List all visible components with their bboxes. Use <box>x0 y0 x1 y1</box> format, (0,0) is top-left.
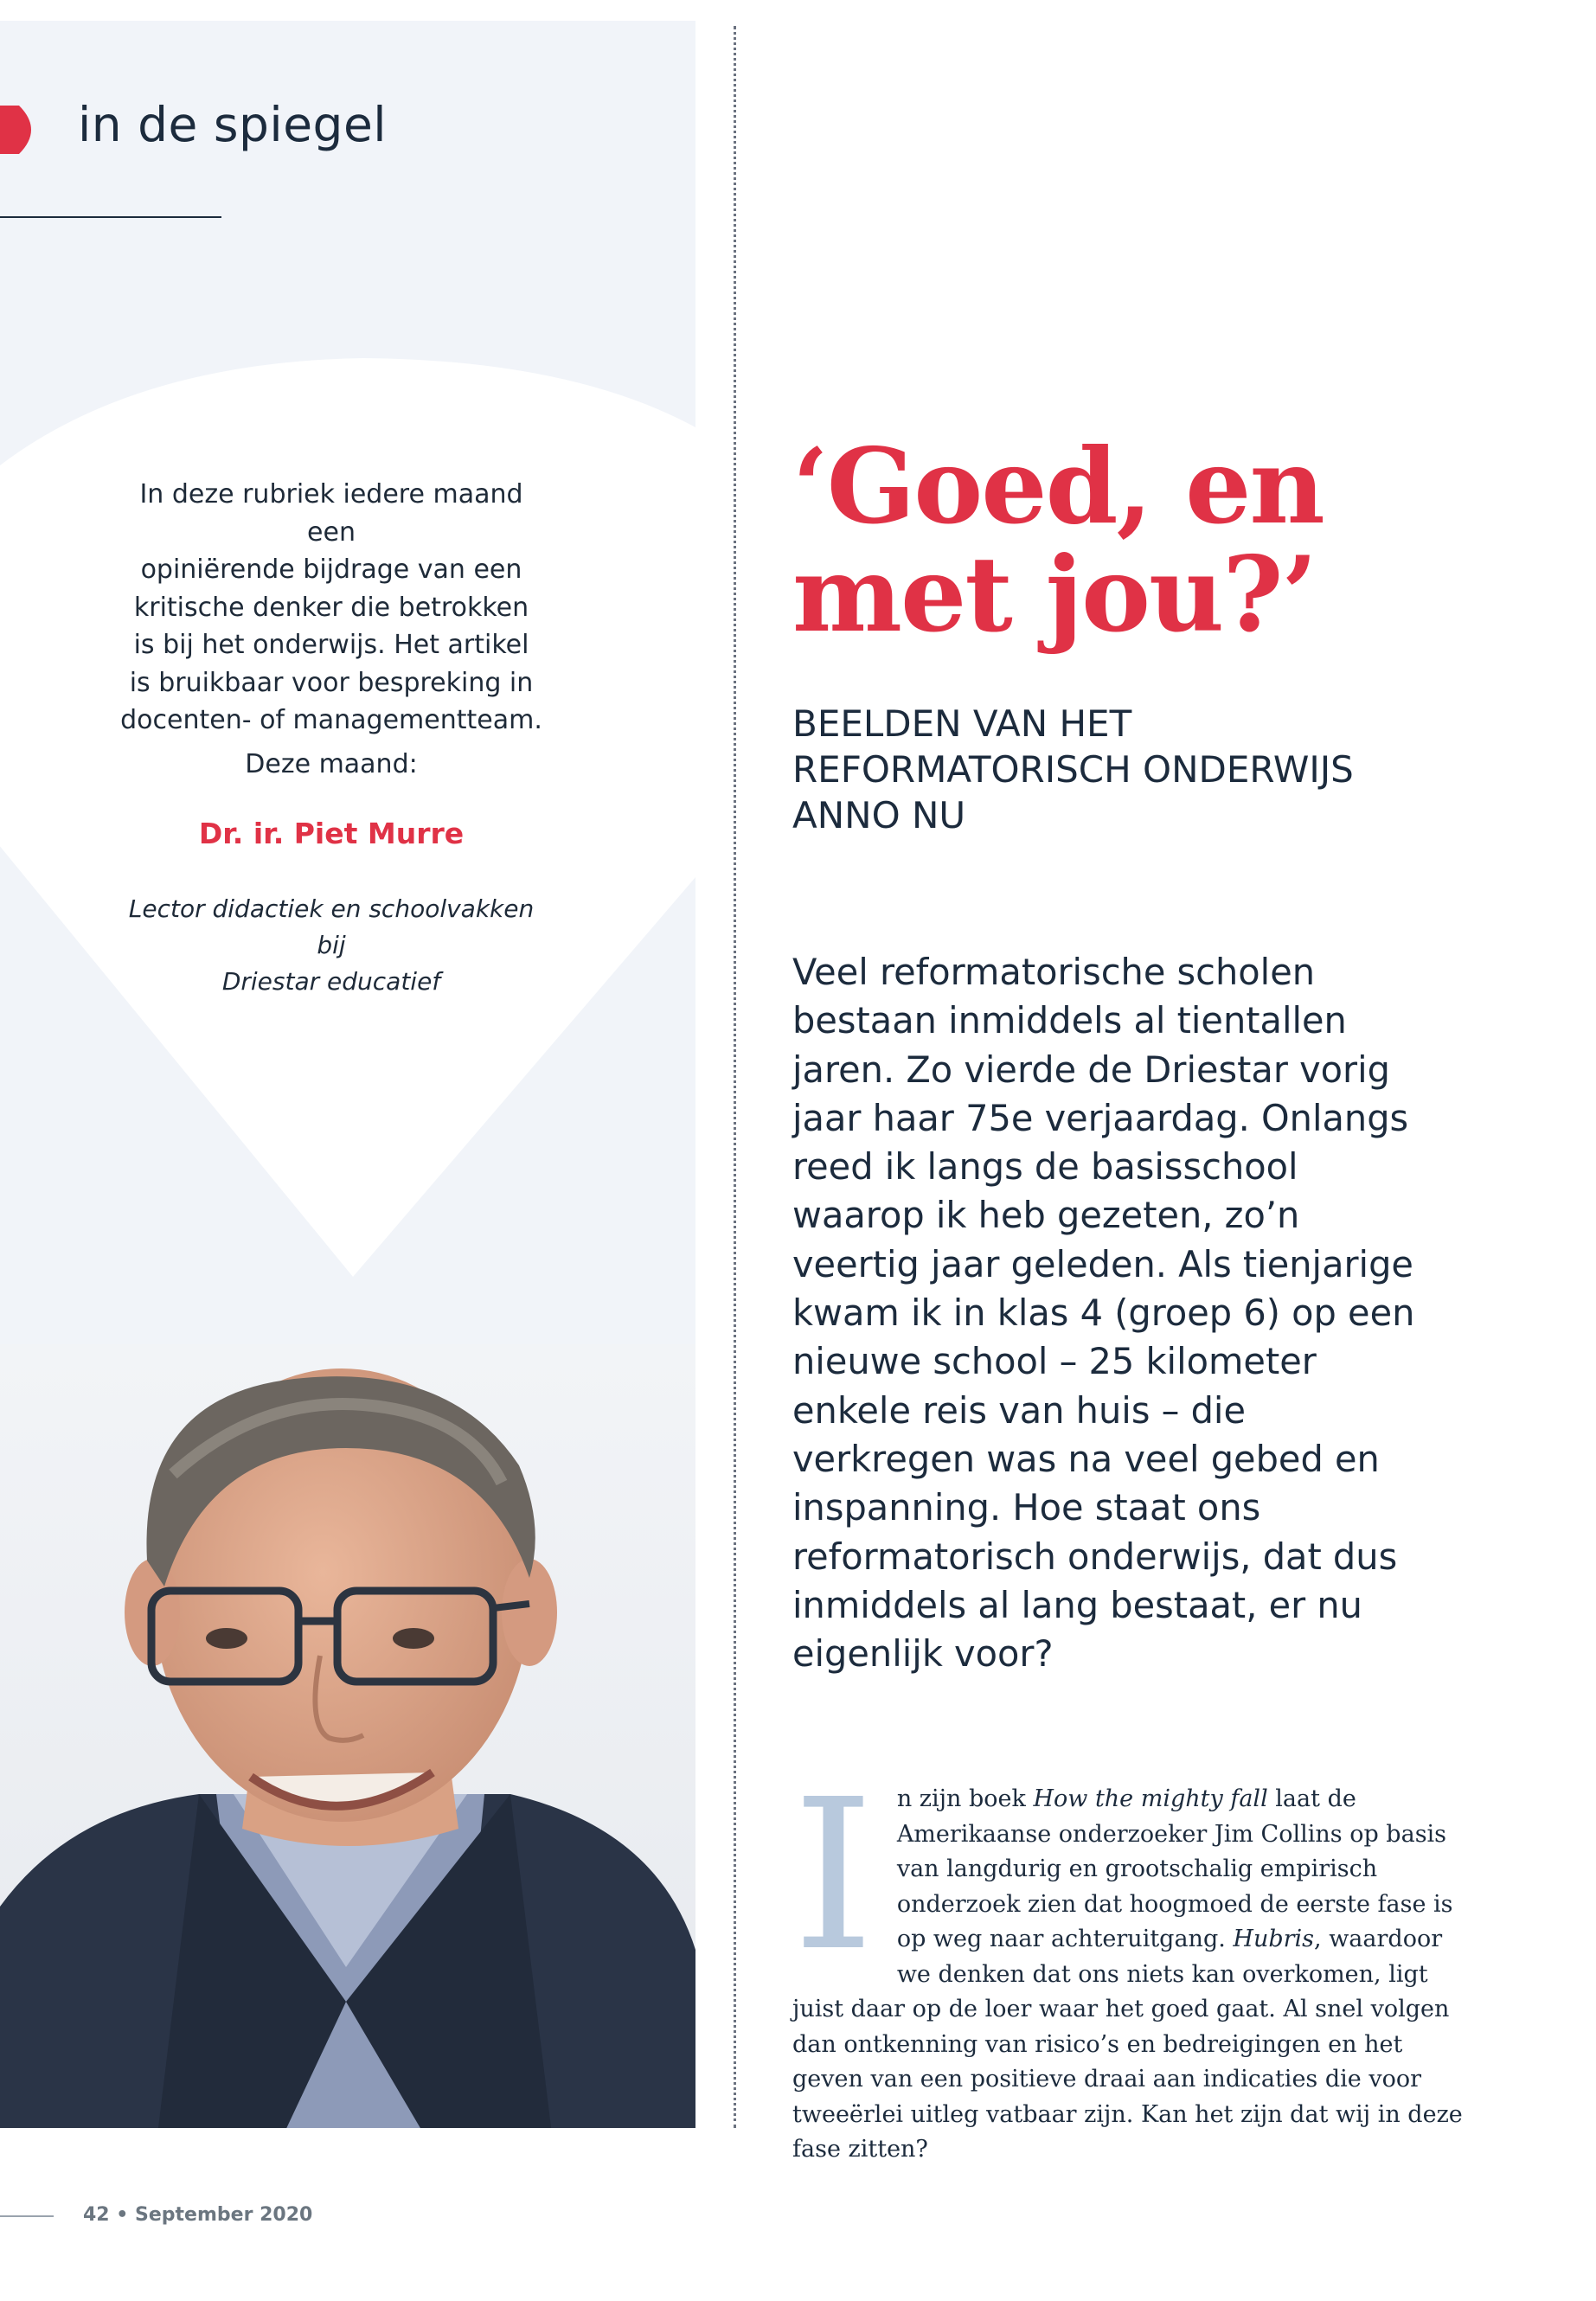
column-divider <box>734 26 736 2128</box>
book-title: How the mighty fall <box>1033 1785 1268 1812</box>
page-footer <box>83 2204 312 2226</box>
author-role-line: Lector didactiek en schoolvakken bij <box>128 894 535 959</box>
headline-line: ‘Goed, en <box>792 426 1324 548</box>
article-lead: Veel reformatorische scholen bestaan inmiddels al tientallen jaren. Zo vierde de Driestar vorig jaar haar 75e verjaardag. Onlangs reed ik langs de basisschool waarop ik heb gezeten, zo’n veertig jaar geleden. Als tienjarige kwam ik in klas 4 (groep 6) op een nieuwe school – 25 kilometer enkele reis van huis – die verkregen was na veel gebed en inspanning. Hoe staat ons reformatorisch onderwijs, dat dus inmiddels al lang bestaat, er nu eigenlijk voor? <box>792 951 1415 1676</box>
drop-cap: I <box>792 1754 875 1997</box>
author-portrait <box>0 1344 695 2128</box>
issue-date: September 2020 <box>135 2204 313 2226</box>
intro-line: is bij het onderwijs. Het artikel <box>133 630 529 660</box>
section-label: in de spiegel <box>78 97 388 152</box>
headline-line: met jou?’ <box>792 534 1317 656</box>
section-label-rule <box>0 216 221 218</box>
page-number: 42 <box>83 2204 110 2226</box>
subtitle-line: REFORMATORISCH ONDERWIJS <box>792 748 1354 791</box>
body-text-part: , waardoor we denken dat ons niets kan overkomen, ligt juist daar op de loer waar het goed gaat. Al snel volgen dan ontkenning van risico’s en bedreigingen en het geven van een positieve draai aan indicaties die voor tweeërlei uitleg vatbaar zijn. Kan het zijn dat wij in deze fase zitten? <box>792 1926 1463 2163</box>
intro-line: In deze rubriek iedere maand een <box>139 479 523 548</box>
body-text-part: laat de Amerikaanse onderzoeker Jim Collins op basis van langdurig en grootschalig empirisch onderzoek zien dat hoogmoed de eerste fase is op weg naar achteruitgang. <box>896 1785 1453 1952</box>
section-tab-marker-icon <box>0 106 43 154</box>
intro-line: is bruikbaar voor bespreking in <box>129 667 534 698</box>
author-name: Dr. ir. Piet Murre <box>198 817 465 850</box>
article-body <box>792 1754 1464 2168</box>
footer-separator: • <box>116 2204 129 2226</box>
month-label: Deze maand: <box>245 749 418 779</box>
hubris-term: Hubris <box>1233 1926 1315 1952</box>
article-subtitle <box>792 701 1398 838</box>
left-sidebar-panel <box>0 21 695 2128</box>
intro-line: opiniërende bijdrage van een <box>140 554 522 585</box>
subtitle-line: BEELDEN VAN HET <box>792 702 1132 745</box>
intro-line: kritische denker die betrokken <box>133 592 529 623</box>
rubric-intro <box>112 476 550 740</box>
subtitle-line: ANNO NU <box>792 794 966 836</box>
footer-rule <box>0 2215 54 2217</box>
article-headline <box>792 426 1571 656</box>
intro-line: docenten- of managementteam. <box>120 705 542 735</box>
body-text-part: n zijn boek <box>896 1785 1034 1812</box>
author-role-line: Driestar educatief <box>221 967 441 996</box>
author-role <box>112 891 550 1000</box>
